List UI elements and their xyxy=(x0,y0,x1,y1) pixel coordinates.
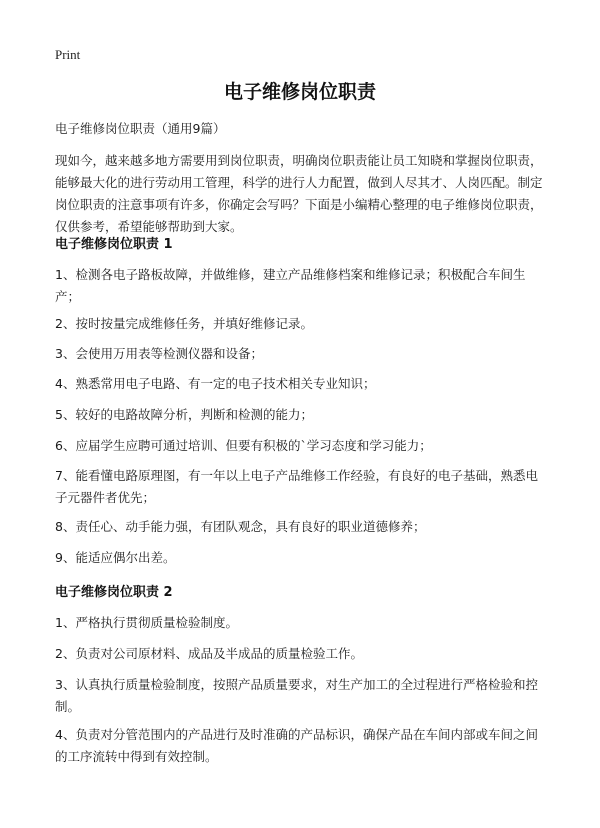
list-item: 6、应届学生应聘可通过培训、但要有积极的`学习态度和学习能力； xyxy=(55,438,432,453)
list-item: 3、认真执行质量检验制度，按照产品质量要求，对生产加工的全过程进行严格检验和控制。 xyxy=(55,677,538,714)
list-item: 2、按时按量完成维修任务，并填好维修记录。 xyxy=(55,316,313,331)
list-item: 4、负责对分管范围内的产品进行及时准确的产品标识，确保产品在车间内部或车间之间的工序流转中得到有效控制。 xyxy=(55,727,538,764)
document-subtitle: 电子维修岗位职责（通用9篇） xyxy=(55,121,226,136)
list-item: 8、责任心、动手能力强，有团队观念，具有良好的职业道德修养； xyxy=(55,519,426,534)
list-item: 3、会使用万用表等检测仪器和设备； xyxy=(55,346,263,361)
section-heading-2: 电子维修岗位职责 2 xyxy=(55,585,173,600)
list-item: 1、严格执行贯彻质量检验制度。 xyxy=(55,615,238,630)
list-item: 1、检测各电子路板故障，并做维修，建立产品维修档案和维修记录；积极配合车间生产； xyxy=(55,267,526,304)
print-link[interactable]: Print xyxy=(55,47,81,62)
document-title: 电子维修岗位职责 xyxy=(223,81,376,103)
list-item: 7、能看懂电路原理图，有一年以上电子产品维修工作经验，有良好的电子基础，熟悉电子元器件者优先； xyxy=(55,468,538,505)
list-item: 4、熟悉常用电子电路、有一定的电子技术相关专业知识； xyxy=(55,376,376,391)
list-item: 9、能适应偶尔出差。 xyxy=(55,550,176,565)
list-item: 5、较好的电路故障分析，判断和检测的能力； xyxy=(55,407,313,422)
section-heading-1: 电子维修岗位职责 1 xyxy=(55,237,173,252)
intro-paragraph: 现如今，越来越多地方需要用到岗位职责，明确岗位职责能让员工知晓和掌握岗位职责，能够最大化的进行劳动用工管理，科学的进行人力配置，做到人尽其才、人岗匹配。制定岗位职责的注意事项有许多，你确定会写吗？下面是小编精心整理的电子维修岗位职责，仅供参考，希望能够帮助到大家。 xyxy=(55,153,543,234)
list-item: 2、负责对公司原材料、成品及半成品的质量检验工作。 xyxy=(55,646,363,661)
